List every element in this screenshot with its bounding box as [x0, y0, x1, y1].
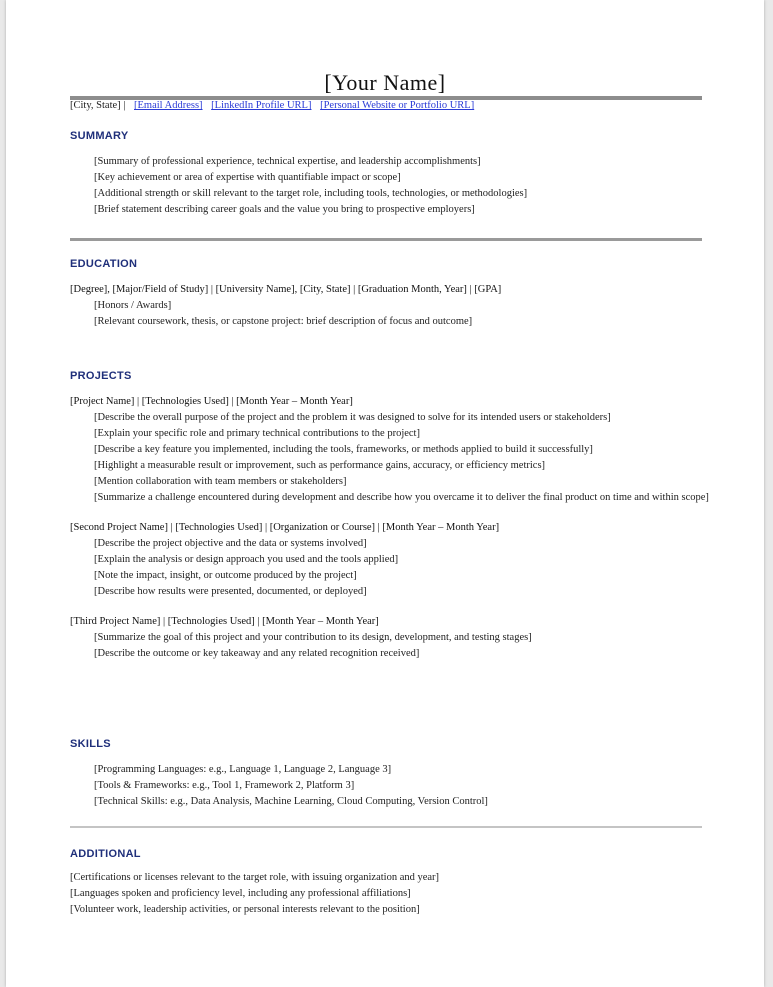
contact-line	[70, 100, 710, 111]
section-title: ADDITIONAL	[70, 848, 141, 860]
summary-section	[70, 130, 710, 218]
email-link[interactable]: [Email Address]	[134, 100, 203, 111]
section-title: EDUCATION	[70, 258, 138, 270]
skills-item: • [Technical Skills: e.g., Data Analysis, Machine Learning, Cloud Computing, Version Control]	[94, 794, 710, 810]
project-item: • [Describe the project objective and the data or systems involved]	[94, 536, 710, 552]
project-item: • [Summarize a challenge encountered during development and describe how you overcame it to deliver the final product on time and within scope]	[94, 490, 710, 506]
portfolio-link[interactable]: [Personal Website or Portfolio URL]	[320, 100, 475, 111]
contact-location: [City, State] |	[70, 100, 126, 111]
summary-item: • [Summary of professional experience, technical expertise, and leadership accomplishments]	[94, 154, 710, 170]
education-item: • [Relevant coursework, thesis, or capstone project: brief description of focus and outcome]	[94, 314, 710, 330]
section-divider	[70, 238, 702, 241]
resume-page	[6, 0, 764, 987]
project-heading: [Project Name] | [Technologies Used] | [Month Year – Month Year]	[70, 396, 353, 407]
skills-section	[70, 738, 710, 810]
education-section	[70, 258, 710, 330]
section-divider	[70, 826, 702, 828]
project-item: • [Explain your specific role and primary technical contributions to the project]	[94, 426, 710, 442]
project-item: • [Note the impact, insight, or outcome produced by the project]	[94, 568, 710, 584]
education-entry: [Degree], [Major/Field of Study] | [University Name], [City, State] | [Graduation Month, Year] | [GPA]	[70, 284, 502, 295]
additional-section	[70, 848, 710, 918]
project-item: • [Explain the analysis or design approach you used and the tools applied]	[94, 552, 710, 568]
project-item: • [Mention collaboration with team members or stakeholders]	[94, 474, 710, 490]
resume-name: [Your Name]	[324, 70, 446, 95]
skills-item: • [Tools & Frameworks: e.g., Tool 1, Framework 2, Platform 3]	[94, 778, 710, 794]
project-heading: [Third Project Name] | [Technologies Used] | [Month Year – Month Year]	[70, 616, 379, 627]
section-title: SKILLS	[70, 738, 111, 750]
section-title: PROJECTS	[70, 370, 132, 382]
summary-item: • [Brief statement describing career goals and the value you bring to prospective employers]	[94, 202, 710, 218]
project-heading: [Second Project Name] | [Technologies Used] | [Organization or Course] | [Month Year – Month Year]	[70, 522, 500, 533]
education-item: • [Honors / Awards]	[94, 298, 710, 314]
project-item: • [Summarize the goal of this project and your contribution to its design, development, and testing stages]	[94, 630, 710, 646]
skills-item: • [Programming Languages: e.g., Language 1, Language 2, Language 3]	[94, 762, 710, 778]
project-item: • [Highlight a measurable result or improvement, such as performance gains, accuracy, or efficiency metrics]	[94, 458, 710, 474]
summary-item: • [Key achievement or area of expertise with quantifiable impact or scope]	[94, 170, 710, 186]
additional-line: [Certifications or licenses relevant to the target role, with issuing organization and year]	[70, 872, 440, 883]
additional-line: [Languages spoken and proficiency level, including any professional affiliations]	[70, 888, 411, 899]
projects-section	[70, 370, 710, 662]
additional-line: [Volunteer work, leadership activities, or personal interests relevant to the position]	[70, 904, 420, 915]
project-item: • [Describe the overall purpose of the project and the problem it was designed to solve for its intended users or stakeholders]	[94, 410, 710, 426]
project-item: • [Describe the outcome or key takeaway and any related recognition received]	[94, 646, 710, 662]
project-item: • [Describe a key feature you implemented, including the tools, frameworks, or methods applied to build it successfully]	[94, 442, 710, 458]
summary-item: • [Additional strength or skill relevant to the target role, including tools, technologies, or methodologies]	[94, 186, 710, 202]
project-item: • [Describe how results were presented, documented, or deployed]	[94, 584, 710, 600]
section-title: SUMMARY	[70, 130, 129, 142]
linkedin-link[interactable]: [LinkedIn Profile URL]	[211, 100, 312, 111]
